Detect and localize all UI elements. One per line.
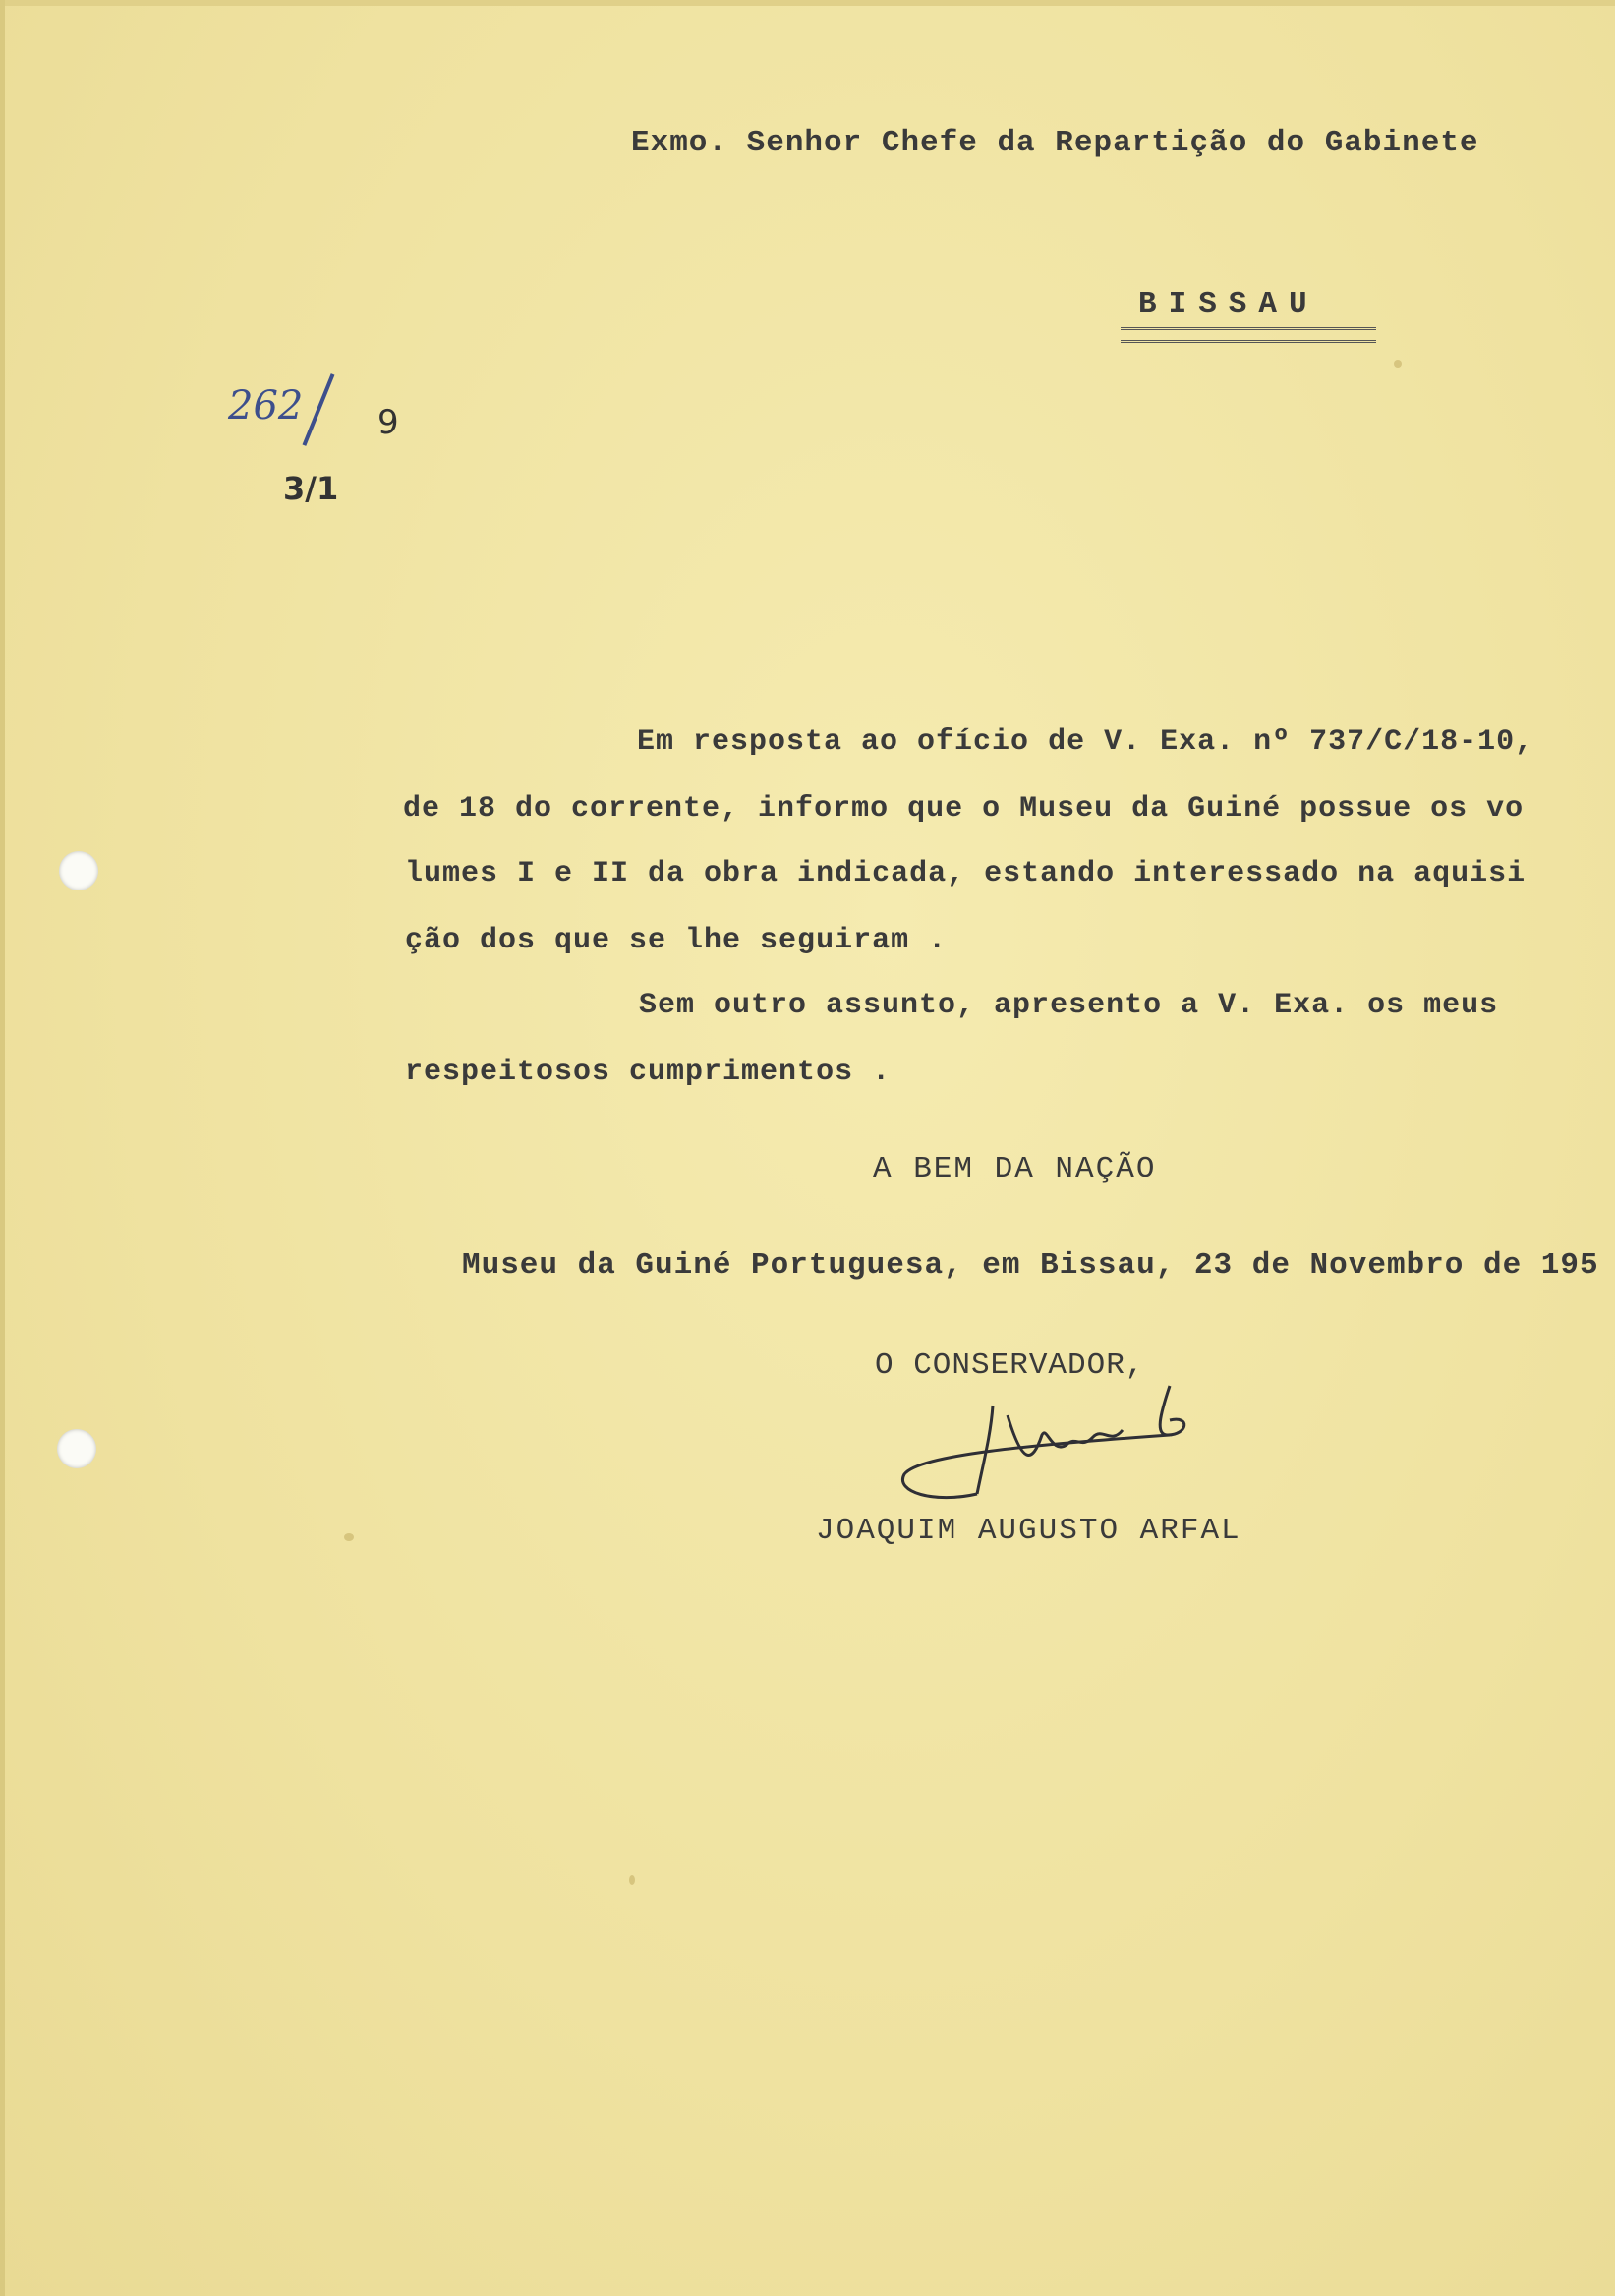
city-underline <box>1121 327 1376 343</box>
body-line: ção dos que se lhe seguiram . <box>405 924 948 957</box>
stain-spot <box>344 1533 354 1541</box>
body-line: lumes I e II da obra indicada, estando interessado na aquisi <box>405 857 1527 890</box>
stain-spot <box>1394 360 1402 368</box>
punch-hole-bottom <box>57 1429 96 1468</box>
paper-left-edge <box>0 0 5 2296</box>
handwritten-signature <box>875 1376 1199 1523</box>
punch-hole-top <box>59 851 98 890</box>
reference-sub: 3/1 <box>283 470 339 507</box>
addressee-line: Exmo. Senhor Chefe da Repartição do Gabinete <box>631 126 1479 160</box>
city-heading: BISSAU <box>1138 287 1319 321</box>
reference-suffix: 9 <box>377 403 399 442</box>
body-line: Em resposta ao ofício de V. Exa. nº 737/C/18-10, <box>637 725 1534 759</box>
signer-name: JOAQUIM AUGUSTO ARFAL <box>816 1514 1241 1548</box>
paper-top-edge <box>0 0 1615 6</box>
body-line: Sem outro assunto, apresento a V. Exa. os meus <box>639 989 1499 1022</box>
place-date-line: Museu da Guiné Portuguesa, em Bissau, 23 de Novembro de 195 <box>462 1248 1599 1283</box>
stain-spot <box>629 1875 635 1885</box>
closing-motto: A BEM DA NAÇÃO <box>873 1152 1157 1186</box>
body-line: de 18 do corrente, informo que o Museu da Guiné possue os vo <box>403 792 1525 826</box>
handwritten-reference: 262 <box>228 383 304 429</box>
signer-title: O CONSERVADOR, <box>875 1349 1145 1383</box>
handwritten-slash <box>303 373 335 446</box>
body-line: respeitosos cumprimentos . <box>405 1056 892 1089</box>
